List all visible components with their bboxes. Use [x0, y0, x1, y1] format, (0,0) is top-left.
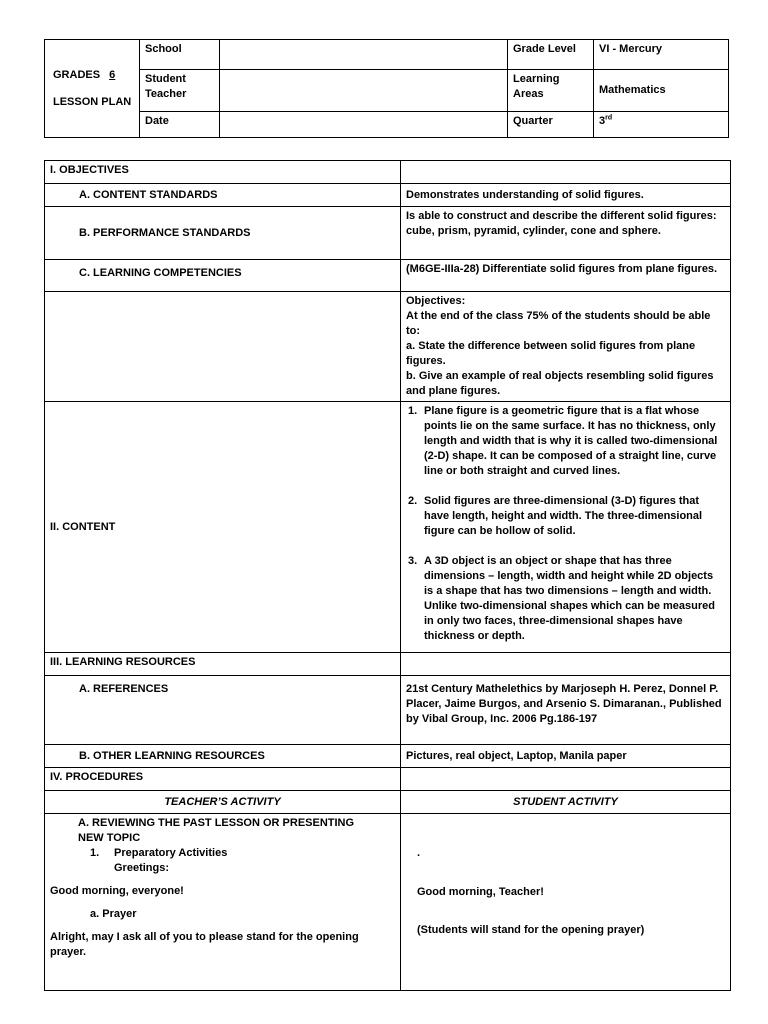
performance-standards-value: Is able to construct and describe the different solid figures: cube, prism, pyramid, cylinder, cone and sphere.	[401, 207, 731, 260]
other-resources-label: B. OTHER LEARNING RESOURCES	[45, 745, 401, 768]
date-value	[220, 111, 508, 137]
content-item	[406, 554, 725, 644]
review-heading: A. REVIEWING THE PAST LESSON OR PRESENTING NEW TOPIC	[78, 817, 355, 844]
learning-areas-label: Learning Areas	[508, 70, 594, 111]
teacher-prayer: Alright, may I ask all of you to please stand for the opening prayer.	[50, 931, 359, 958]
procedures-empty	[401, 768, 731, 791]
content-item-text: Plane figure is a geometric figure that is a flat whose points lie on the same surface. It has no thickness, only length and width that is why it is called two-dimensional (2-D) shape. It can be composed of a straight line, curve line or both straight and curved lines.	[424, 405, 718, 477]
prep-label: Preparatory Activities	[114, 847, 228, 859]
lesson-plan-table	[44, 160, 731, 991]
other-resources-value: Pictures, real object, Laptop, Manila paper	[401, 745, 731, 768]
content-list	[401, 402, 731, 653]
content-item	[406, 404, 725, 479]
quarter-value-cell	[594, 111, 729, 137]
student-teacher-value	[220, 70, 508, 111]
grades-cell	[45, 40, 140, 138]
objectives-empty	[401, 161, 731, 184]
prayer-label: a. Prayer	[90, 908, 137, 920]
objectives-title: Objectives:	[406, 295, 466, 307]
student-activity-header: STUDENT ACTIVITY	[401, 791, 731, 814]
grades-value: 6	[109, 68, 116, 81]
objective-b: b. Give an example of real objects resembling solid figures and plane figures.	[406, 370, 714, 397]
lesson-plan-label: LESSON PLAN	[53, 95, 132, 108]
objectives-list	[401, 292, 731, 402]
teacher-greeting: Good morning, everyone!	[50, 885, 184, 897]
performance-standards-label: B. PERFORMANCE STANDARDS	[45, 207, 401, 260]
quarter-sup: rd	[605, 114, 613, 122]
objective-a: a. State the difference between solid figures from plane figures.	[406, 340, 696, 367]
objectives-blank	[45, 292, 401, 402]
content-standards-value: Demonstrates understanding of solid figures.	[401, 184, 731, 207]
student-teacher-label: Student Teacher	[140, 70, 220, 111]
date-label: Date	[140, 111, 220, 137]
school-label: School	[140, 40, 220, 70]
procedures-heading: IV. PROCEDURES	[45, 768, 401, 791]
prep-num: 1.	[90, 847, 100, 859]
grades-label: GRADES	[53, 68, 101, 81]
resources-empty	[401, 653, 731, 676]
student-prayer: (Students will stand for the opening prayer)	[417, 924, 645, 936]
content-heading: II. CONTENT	[45, 402, 401, 653]
teacher-activity-header: TEACHER’S ACTIVITY	[45, 791, 401, 814]
content-item-num: 3.	[408, 555, 418, 567]
references-value: 21st Century Mathelethics by Marjoseph H. Perez, Donnel P. Placer, Jaime Burgos, and Arsenio S. Dimaranan., Published by Vibal Group, Inc. 2006 Pg.186-197	[401, 676, 731, 745]
references-label: A. REFERENCES	[45, 676, 401, 745]
content-item-text: A 3D object is an object or shape that has three dimensions – length, width and height while 2D objects is a shape that has two dimensions – length and width. Unlike two-dimensional shapes which can be measured in only two faces, three-dimensional shapes have thickness or depth.	[424, 555, 715, 642]
student-dot: .	[417, 847, 421, 859]
student-greeting: Good morning, Teacher!	[417, 886, 544, 898]
content-item-num: 1.	[408, 405, 418, 417]
quarter-label: Quarter	[508, 111, 594, 137]
content-standards-label: A. CONTENT STANDARDS	[45, 184, 401, 207]
greetings-label: Greetings:	[114, 862, 170, 874]
resources-heading: III. LEARNING RESOURCES	[45, 653, 401, 676]
quarter-value: 3	[599, 114, 606, 127]
learning-competencies-value: (M6GE-IIIa-28) Differentiate solid figures from plane figures.	[401, 260, 731, 292]
school-value	[220, 40, 508, 70]
objectives-intro: At the end of the class 75% of the students should be able to:	[406, 310, 711, 337]
header-table	[44, 39, 729, 138]
content-item-num: 2.	[408, 495, 418, 507]
content-item-text: Solid figures are three-dimensional (3-D) figures that have length, height and width. The three-dimensional figure can be hollow of solid.	[424, 495, 703, 537]
content-item	[406, 494, 725, 539]
grade-level-label: Grade Level	[508, 40, 594, 70]
learning-areas-value: Mathematics	[594, 70, 729, 111]
grade-level-value: VI - Mercury	[594, 40, 729, 70]
student-activity-cell	[401, 814, 731, 991]
teacher-activity-cell	[45, 814, 401, 991]
learning-competencies-label: C. LEARNING COMPETENCIES	[45, 260, 401, 292]
objectives-heading: I. OBJECTIVES	[45, 161, 401, 184]
